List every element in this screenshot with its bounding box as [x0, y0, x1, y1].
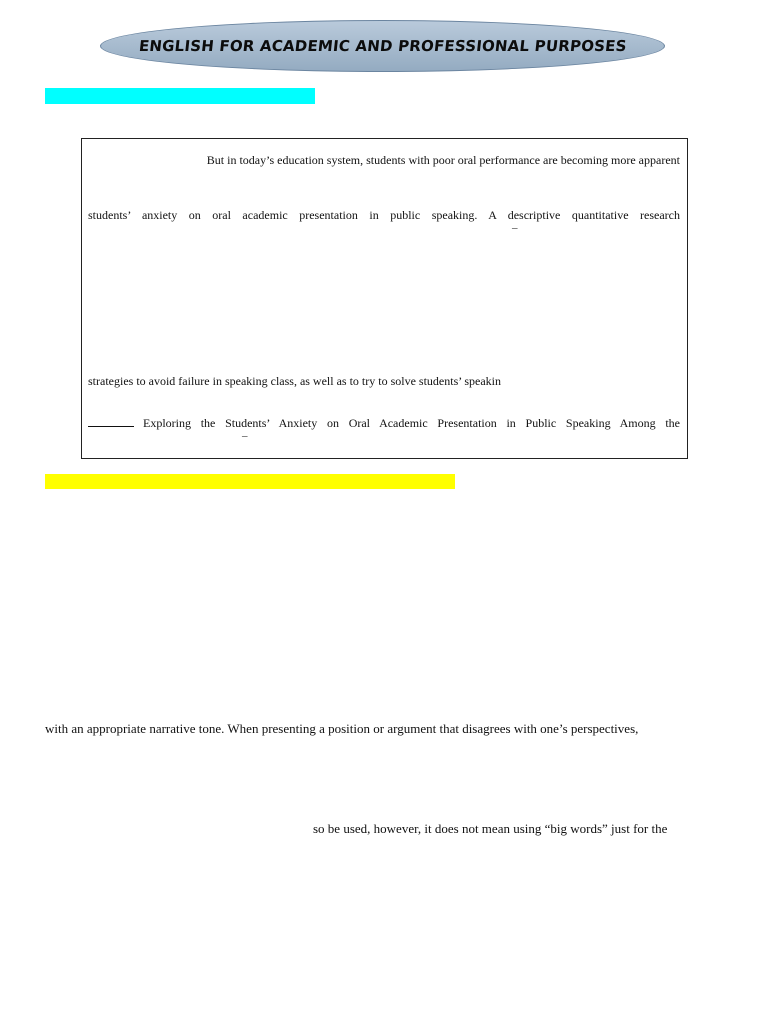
abstract-box — [81, 138, 688, 459]
title-banner — [100, 20, 665, 72]
cyan-highlight-bar — [45, 88, 315, 104]
abstract-line-4 — [88, 416, 680, 430]
body-line-2: so be used, however, it does not mean using “big words” just for the — [313, 821, 668, 836]
abstract-line-2: students’ anxiety on oral academic presentation in public speaking. A descriptive quantitative research — [88, 208, 680, 222]
abstract-dash-2: – — [242, 430, 248, 442]
body-line-1: with an appropriate narrative tone. When presenting a position or argument that disagrees with one’s perspectives, — [45, 721, 639, 736]
abstract-line-1: But in today’s education system, students with poor oral performance are becoming more apparent — [206, 153, 680, 167]
abstract-line-4-text: Exploring the Students’ Anxiety on Oral Academic Presentation in Public Speaking Among the — [143, 416, 680, 430]
abstract-dash-1: – — [512, 222, 518, 234]
abstract-line-3: strategies to avoid failure in speaking class, as well as to try to solve students’ speakin — [88, 374, 502, 388]
page-title: ENGLISH FOR ACADEMIC AND PROFESSIONAL PURPOSES — [137, 37, 628, 55]
yellow-highlight-bar — [45, 474, 455, 489]
blank-underline — [88, 416, 134, 427]
